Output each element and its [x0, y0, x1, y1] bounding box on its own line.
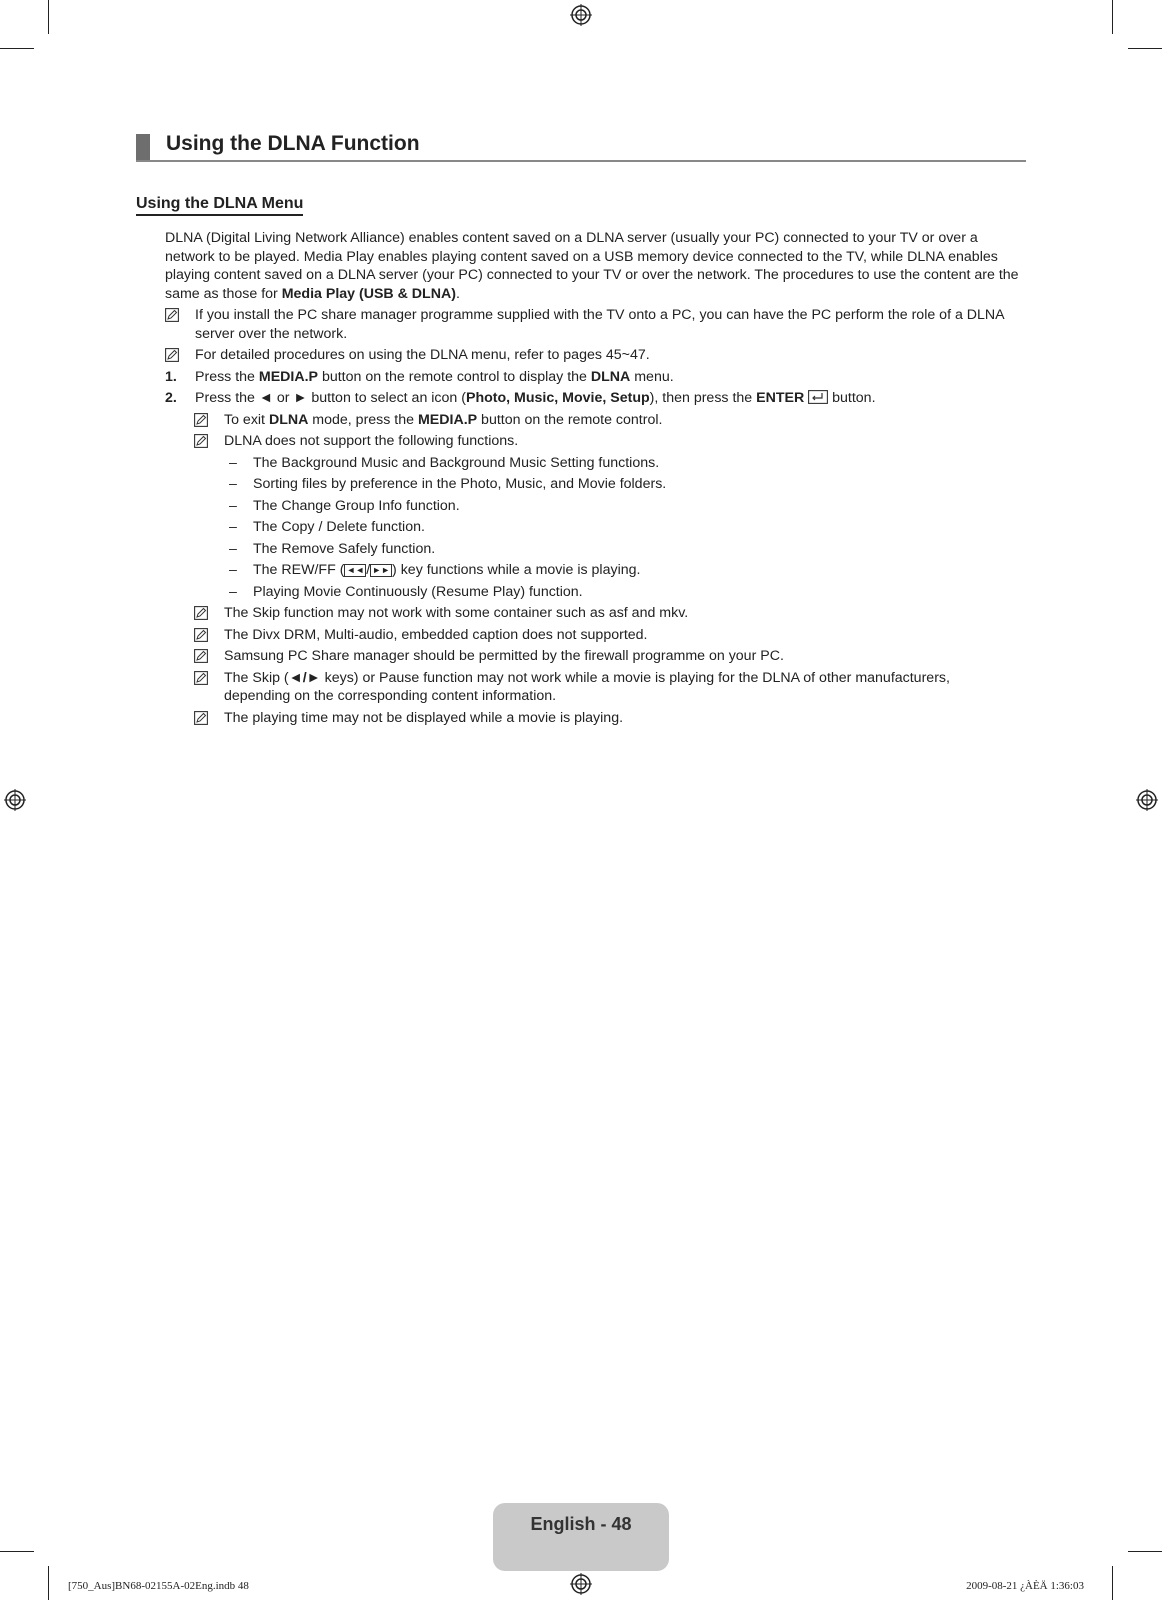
note-icon — [194, 628, 208, 642]
note-icon — [165, 308, 179, 322]
note-item: The Skip function may not work with some container such as asf and mkv. — [165, 604, 1020, 623]
body-content — [165, 229, 1020, 730]
note-item: The Skip (◄/► keys) or Pause function may not work while a movie is playing for the DLNA of other manufacturers, depending on the corresponding content information. — [165, 669, 1020, 706]
note-item: The Divx DRM, Multi-audio, embedded caption does not supported. — [165, 626, 1020, 645]
note-item: Samsung PC Share manager should be permitted by the firewall programme on your PC. — [165, 647, 1020, 666]
fast-forward-key-icon: ►► — [372, 565, 391, 575]
section-title-text: Using the DLNA Function — [166, 132, 420, 155]
registration-mark-icon — [570, 4, 592, 26]
crop-mark — [48, 0, 49, 34]
section-title — [136, 130, 1026, 162]
registration-mark-icon — [4, 789, 26, 811]
note-item: If you install the PC share manager programme supplied with the TV onto a PC, you can have the PC perform the role of a DLNA server over the network. — [165, 306, 1020, 343]
enter-icon — [808, 390, 828, 404]
note-icon — [165, 348, 179, 362]
step-1: 1. Press the MEDIA.P button on the remote control to display the DLNA menu. — [165, 368, 674, 385]
intro-paragraph: DLNA (Digital Living Network Alliance) enables content saved on a DLNA server (usually your PC) connected to your TV or over a network to be played. Media Play enables playing content saved on a USB memory device connected to the TV, while DLNA enables playing content saved on a DLNA server (your PC) connected to your TV or over the network. The procedures to use the content are the same as those for Media Play (USB & DLNA). — [165, 230, 1019, 302]
note-item: DLNA does not support the following functions. — [165, 432, 1020, 451]
list-item: – The Change Group Info function. — [229, 497, 460, 514]
subheading: Using the DLNA Menu — [136, 195, 303, 216]
note-icon — [194, 434, 208, 448]
list-item: – The Copy / Delete function. — [229, 519, 425, 535]
list-item: – Sorting files by preference in the Photo, Music, and Movie folders. — [229, 476, 667, 492]
step-number: 1. — [165, 368, 177, 385]
note-item: For detailed procedures on using the DLNA menu, refer to pages 45~47. — [165, 346, 1020, 365]
note-item: To exit DLNA mode, press the MEDIA.P button on the remote control. — [165, 411, 1020, 430]
crop-mark — [0, 1551, 34, 1552]
page-label: English - 48 — [530, 1514, 632, 1534]
crop-mark — [1112, 0, 1113, 34]
note-icon — [194, 671, 208, 685]
crop-mark — [1128, 48, 1162, 49]
print-slug-right: 2009-08-21 ¿ÀÈÄ 1:36:03 — [966, 1580, 1084, 1592]
crop-mark — [0, 48, 34, 49]
rewind-key-icon: ◄◄ — [346, 565, 365, 575]
note-item: The playing time may not be displayed while a movie is playing. — [165, 709, 1020, 728]
crop-mark — [1112, 1566, 1113, 1600]
list-item: – The Remove Safely function. — [229, 540, 436, 557]
list-item: – The REW/FF ( ◄◄ / ►► ) key functions while a movie is playing. — [229, 562, 641, 578]
list-item: – The Background Music and Background Music Setting functions. — [229, 454, 660, 471]
page-number-tab — [493, 1503, 669, 1571]
note-icon — [194, 606, 208, 620]
registration-mark-icon — [570, 1573, 592, 1595]
title-bar-marker — [136, 134, 150, 160]
crop-mark — [48, 1566, 49, 1600]
step-2: 2. Press the ◄ or ► button to select an icon (Photo, Music, Movie, Setup), then press the ENTER button. — [165, 390, 876, 406]
list-item: – Playing Movie Continuously (Resume Play) function. — [229, 583, 583, 600]
note-icon — [194, 413, 208, 427]
step-number: 2. — [165, 390, 177, 406]
note-icon — [194, 649, 208, 663]
registration-mark-icon — [1136, 789, 1158, 811]
note-icon — [194, 711, 208, 725]
crop-mark — [1128, 1551, 1162, 1552]
print-slug-left: [750_Aus]BN68-02155A-02Eng.indb 48 — [68, 1580, 249, 1592]
